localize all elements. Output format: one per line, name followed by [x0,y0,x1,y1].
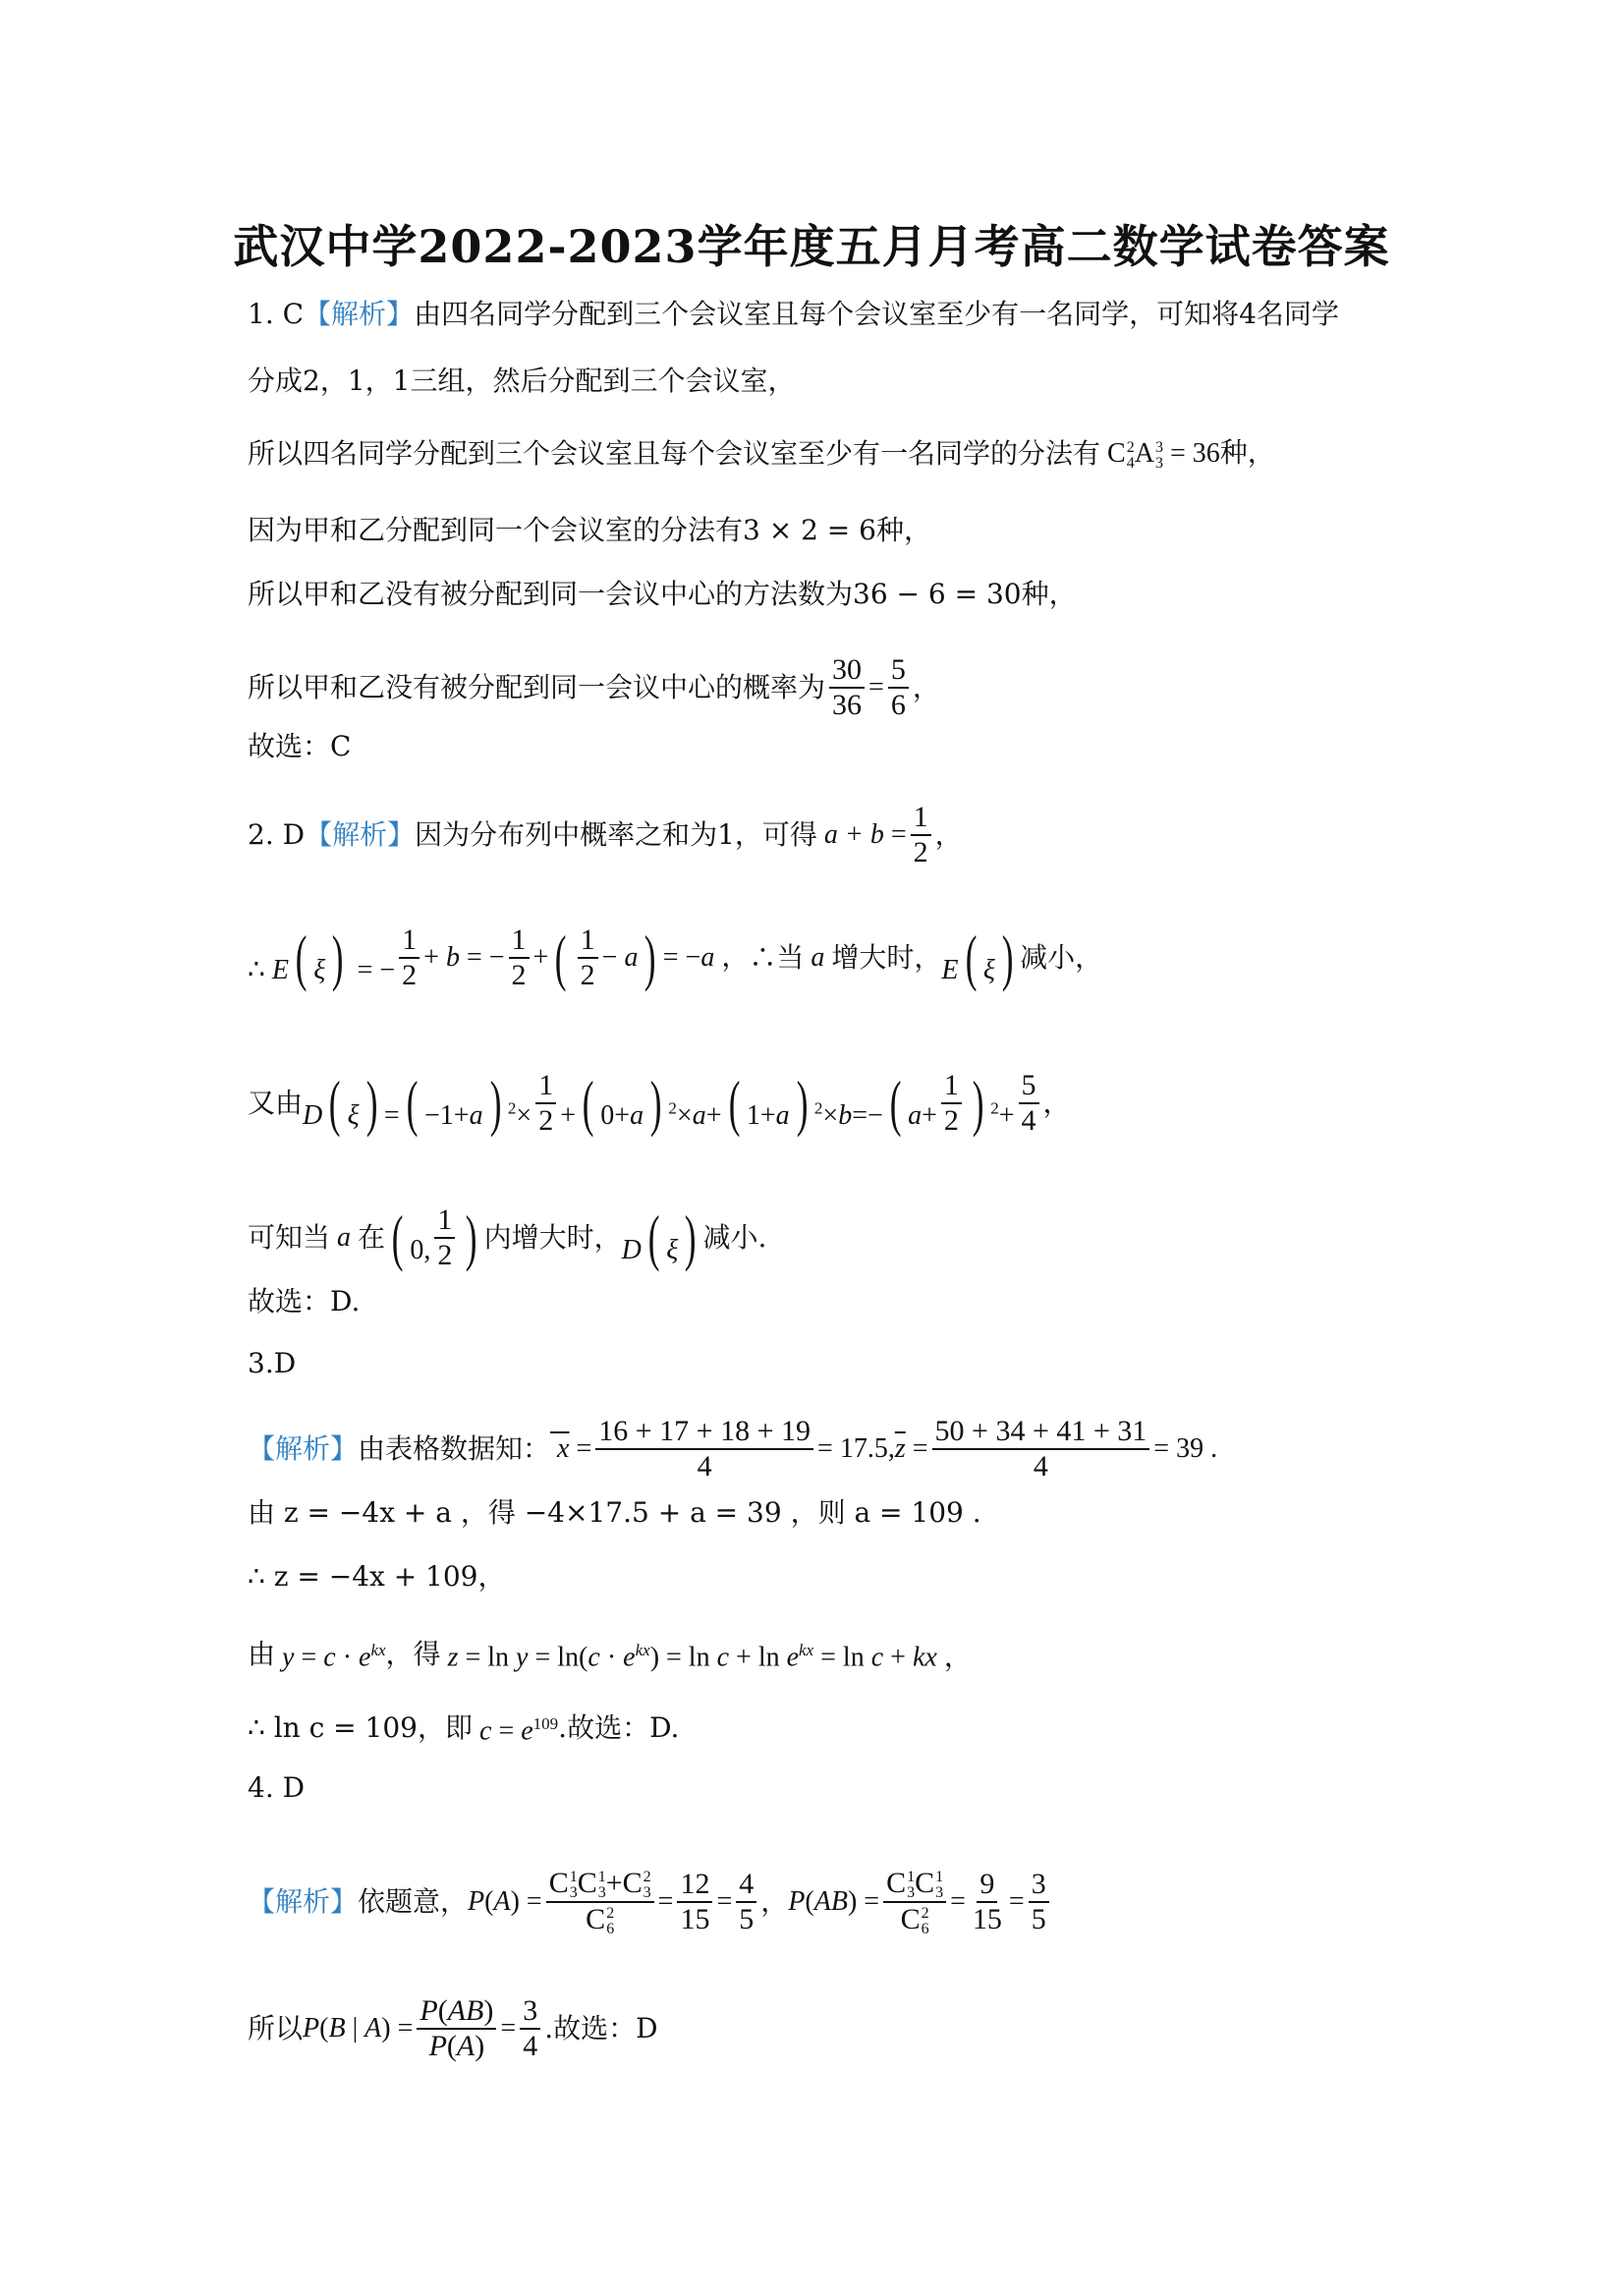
q2-text-4c: 内增大时， [483,1221,622,1254]
q2-line-4: 可知当 a 在 ( 0, $\frac{1}{2}$ ) 内增大时， D ( ξ ) 减小. [248,1202,767,1272]
q2-text-4a: 可知当 [248,1221,331,1254]
q4-number: 4. D [248,1771,306,1804]
q4-text-2: 所以 [248,2012,304,2044]
q2-text-2b: 增大时， [831,941,942,974]
q3-line-1: 【解析】 由表格数据知： x = $\frac{16 + 17 + 18 + 19}{4}$ = 17.5, $\overline{z}$ = $\frac{50 + 34 + 41 + 31}{4}$ = 39 . [248,1415,1218,1483]
q1-text-3m: = 36种， [1169,438,1275,469]
q4-line-2: 所以 P(B | A) = $\frac{P(AB)}{P(A)}$ = $\frac{3}{4}$ .故选：D [248,1994,658,2062]
q1-line-4: 因为甲和乙分配到同一个会议室的分法有3 × 2 = 6种， [248,514,931,546]
q4-fraction-pba: $\frac{P(AB)}{P(A)}$ [417,1994,496,2063]
page-title: 武汉中学2022-2023学年度五月月考高二数学试卷答案 [233,220,1390,273]
q4-analysis-tag: 【解析】 [248,1885,359,1919]
q1-line-6: 所以甲和乙没有被分配到同一会议中心的概率为 $\frac{30}{36}$ = $\frac{5}{6}$ ， [248,653,940,721]
q2-number: 2. D [248,818,306,851]
q1-answer: 故选：C [248,730,352,762]
q2-expectation-formula: ∴ E ( ξ ) = − [248,922,396,992]
q3-line-3: ∴ z = −4x + 109， [248,1560,506,1593]
q1-number: 1. C [248,298,305,330]
q3-text-5a: ∴ ln c = 109，即 [248,1710,473,1744]
q2-fraction-half: $\frac{1}{2}$ [911,801,931,869]
q1-line-2: 分成2，1，1三组，然后分配到三个会议室， [248,364,796,397]
q2-line-2: ∴ E ( ξ ) = − $\frac{1}{2}$ + b = − $\frac{1}{2}$ + ( $\frac{1}{2}$ − a ) = −a ， ∴当 a 增大时， E ( ξ ) 减小， [248,922,1103,992]
q2-text-1: 因为分布列中概率之和为1，可得 [415,818,817,851]
q3-number: 3.D [248,1347,297,1379]
q3-fraction-z: $\frac{50 + 34 + 41 + 31}{4}$ [932,1415,1150,1484]
q2-text-3: 又由 [248,1087,304,1119]
q1-text-3: 所以四名同学分配到三个会议室且每个会议室至少有一名同学的分法有 [248,437,1101,470]
q3-text-4b: ，得 [385,1637,441,1670]
q2-text-4b: 在 [358,1221,386,1254]
q3-text-4a: 由 [248,1637,276,1670]
q2-text-2a: ∴当 [749,941,805,974]
q1-line-5: 所以甲和乙没有被分配到同一会议中心的方法数为36 − 6 = 30种， [248,578,1077,610]
q4-fraction-pa: C 1 3 C 1 3 +C 2 3 C 2 6 [546,1867,654,1937]
q1-formula-ca: C 2 4 A 3 3 [1100,438,1163,472]
q1-analysis-tag: 【解析】 [304,298,415,330]
q2-answer: 故选：D. [248,1285,361,1317]
q2-line-1: 2. D 【解析】 因为分布列中概率之和为1，可得 a + b = $\frac{1}{2}$ ， [248,801,963,868]
q3-text-5b: .故选：D. [558,1710,680,1744]
q1-text-6: 所以甲和乙没有被分配到同一会议中心的概率为 [248,671,826,703]
q4-line-1: 【解析】 依题意， P(A) = C 1 3 C 1 3 +C 2 3 C 2 6 = $\frac{12}{15}$ = $\frac{4}{5}$ ， P(AB) = C 1 3 C 1 3 C 2 6 = $\frac{9}{15}$ = $\frac{3}{5}$ [248,1867,1397,1937]
q3-analysis-tag: 【解析】 [248,1432,359,1465]
q1-text-1: 由四名同学分配到三个会议室且每个会议室至少有一名同学，可知将4名同学 [414,298,1339,330]
q4-text-1: 依题意， [358,1885,469,1919]
q3-line-2: 由 z = −4x + a ，得 −4×17.5 + a = 39 ，则 a = 109 . [248,1496,981,1529]
q1-fraction-5-6: $\frac{5}{6}$ [888,653,909,722]
q2-line-3: 又由 D ( ξ ) = ( −1+a ) $^2$× $\frac{1}{2}$ + ( 0+a ) $^2$×a+ ( 1+a ) $^2$×b=− ( a+ $\frac{1}{2}$ ) $^2$+ $\frac{5}{4}$ ， [248,1067,1071,1138]
q3-line-5: ∴ ln c = 109，即 $c = e^{109}$ .故选：D. [248,1705,1397,1751]
q1-line-1 [248,295,1397,334]
q1-fraction-30-36: $\frac{30}{36}$ [829,653,865,722]
q3-line-4: 由 $y = c \cdot e^{kx}$ ，得 $z = \ln y = \ln(c \cdot e^{kx}) = \ln c + \ln e^{kx} = \ln c$ + kx ， [248,1631,1397,1677]
q3-text-1: 由表格数据知： [358,1432,551,1465]
q3-fraction-x: $\frac{16 + 17 + 18 + 19}{4}$ [595,1415,813,1484]
q2-text-4d: 减小. [702,1221,767,1254]
q4-fraction-pab: C 1 3 C 1 3 C 2 6 [883,1867,946,1937]
q2-variance-formula: D ( ξ ) = ( −1+a ) $^2$× [303,1067,532,1138]
q4-answer: .故选：D [544,2012,658,2044]
q2-text-2c: 减小， [1020,941,1103,974]
q2-analysis-tag: 【解析】 [305,818,416,851]
q1-line-3 [248,434,1397,474]
